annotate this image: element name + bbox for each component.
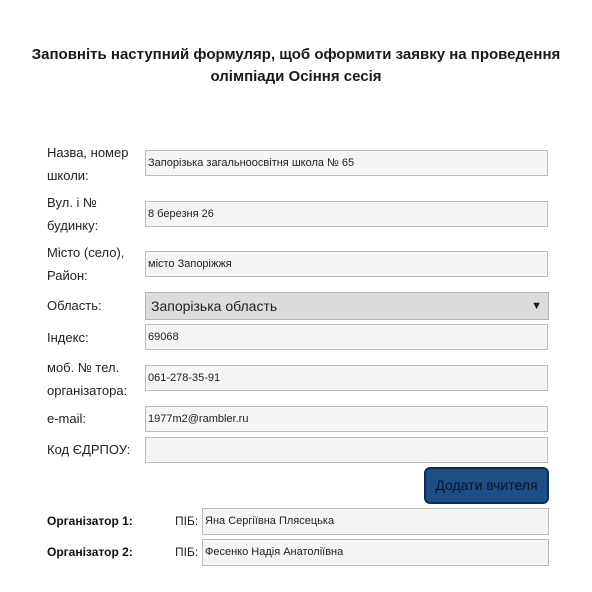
region-label: Область: <box>47 298 102 313</box>
city-label-line2: Район: <box>47 268 88 283</box>
region-select[interactable] <box>145 292 549 320</box>
phone-label-line1: моб. № тел. <box>47 360 120 375</box>
phone-field[interactable]: 061-278-35-91 <box>145 365 548 391</box>
organizer-2-label: Організатор 2: <box>47 545 133 559</box>
city-field[interactable]: місто Запоріжжя <box>145 251 548 277</box>
school-label-line2: школи: <box>47 168 89 183</box>
organizer-2-name-field[interactable]: Фесенко Надія Анатоліївна <box>202 539 549 566</box>
city-label-line1: Місто (село), <box>47 245 125 260</box>
street-label-line1: Вул. і № <box>47 195 97 210</box>
page-title: Заповніть наступний формуляр, щоб оформити заявку на проведення олімпіади Осіння сесія <box>31 46 561 85</box>
index-field[interactable]: 69068 <box>145 324 548 350</box>
email-field[interactable]: 1977m2@rambler.ru <box>145 406 548 432</box>
street-field[interactable]: 8 березня 26 <box>145 201 548 227</box>
region-select-value: Запорізька область <box>151 298 278 314</box>
index-label: Індекс: <box>47 330 89 345</box>
edrpou-label: Код ЄДРПОУ: <box>47 442 131 457</box>
street-label-line2: будинку: <box>47 218 99 233</box>
organizer-1-pib-label: ПІБ: <box>175 514 199 528</box>
email-label: e-mail: <box>47 411 87 426</box>
chevron-down-icon: ▼ <box>531 300 542 312</box>
organizer-1-name-field[interactable]: Яна Сергіївна Плясецька <box>202 508 549 535</box>
add-teacher-button[interactable]: Додати вчителя <box>424 467 549 504</box>
phone-label-line2: організатора: <box>47 383 128 398</box>
school-name-field[interactable]: Запорізька загальноосвітня школа № 65 <box>145 150 548 176</box>
organizer-2-pib-label: ПІБ: <box>175 545 199 559</box>
school-label-line1: Назва, номер <box>47 145 129 160</box>
organizer-1-label: Організатор 1: <box>47 514 133 528</box>
edrpou-field[interactable] <box>145 437 548 463</box>
